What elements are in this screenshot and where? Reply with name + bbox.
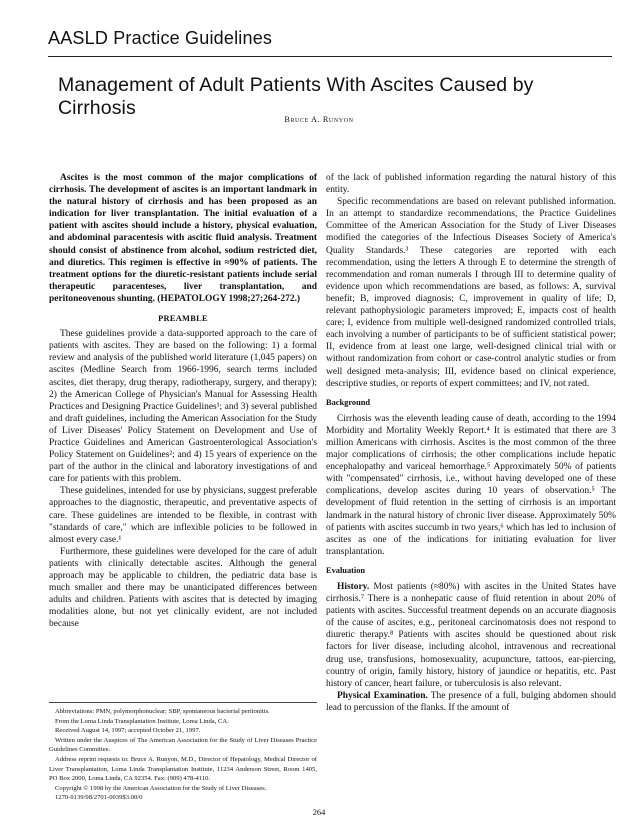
background-paragraph: Cirrhosis was the eleventh leading cause of death, according to the 1994 Morbidity and Mortality Weekly Report.⁴ It is estimated that there are 3 million Americans with cirrhosis. Ascites is the most common of the three major complications of cirrhosis; the other complications include hepatic encephalopathy and variceal hemorrhage.⁵ Approximately 50% of patients with "compensated" cirrhosis, i.e., without having developed one of these complications, develop ascites during 10 years of observation.⁵ The development of fluid retention in the setting of cirrhosis is an important landmark in the natural history of chronic liver disease. Approximately 50% of patients with ascites succumb in two years,⁶ which has led to inclusion of ascites as one of the indications for initiating evaluation for liver transplantation. bbox=[326, 413, 616, 557]
left-column bbox=[49, 172, 317, 630]
physical-exam-paragraph bbox=[326, 690, 616, 714]
journal-section-title: AASLD Practice Guidelines bbox=[48, 28, 273, 48]
footnote-auspices: Written under the Auspices of The American Association for the Study of Liver Diseases Practice Guidelines Committee. bbox=[49, 736, 317, 754]
footnotes bbox=[49, 702, 317, 803]
footnote-received: Received August 14, 1997; accepted October 21, 1997. bbox=[55, 727, 201, 735]
footnote-abbreviations: Abbreviations: PMN, polymorphonuclear; SBP, spontaneous bacterial peritonitis. bbox=[55, 708, 270, 715]
evaluation-heading: Evaluation bbox=[326, 565, 366, 575]
preamble-paragraph-3: Furthermore, these guidelines were developed for the care of adult patients with clinically detectable ascites. Although the general approach may be applicable to children, the pediatric data base is much smaller and there may be unanticipated differences between adults and children. Patients with ascites that is detected by imaging modalities alone, but not yet clinically evident, are not included because bbox=[49, 546, 317, 630]
page-number: 264 bbox=[312, 808, 326, 817]
footnote-issn: 1270-9139/98/2701-0039$3.00/0 bbox=[55, 794, 143, 802]
abstract: Ascites is the most common of the major complications of cirrhosis. The development of ascites is an important landmark in the natural history of cirrhosis and has been proposed as an indication for liver transplantation. The initial evaluation of a patient with ascites should include a history, physical evaluation, and abdominal paracentesis with ascitic fluid analysis. Treatment should consist of abstinence from alcohol, sodium restricted diet, and diuretics. This regimen is effective in ≈90% of patients. The treatment options for the diuretic-resistant patients include serial therapeutic paracenteses, liver transplantation, and peritoneovenous shunting. (HEPATOLOGY 1998;27;264-272.) bbox=[49, 173, 317, 304]
history-text: Most patients (≈80%) with ascites in the United States have cirrhosis.⁷ There is a nonhepatic cause of fluid retention in about 20% of patients with ascites. Successful treatment depends on an accurate diagnosis of the cause of ascites, e.g., peritoneal carcinomatosis does not respond to diuretic therapy.⁸ Patients with ascites should be questioned about risk factors for liver disease, including alcohol, intravenous and recreational drug use, transfusions, homosexuality, acupuncture, tattoos, ear-piercing, country of origin, family history, history of jaundice or hepatitis, etc. Past history of cancer, heart failure, or tuberculosis is also relevant. bbox=[326, 582, 617, 689]
article-title: Management of Adult Patients With Ascites Caused by Cirrhosis bbox=[58, 74, 534, 119]
footnote-affiliation: From the Loma Linda Transplantation Institute, Loma Linda, CA. bbox=[55, 717, 229, 725]
preamble-paragraph-1: These guidelines provide a data-supported approach to the care of patients with ascites. They are based on the following: 1) a formal review and analysis of the published world literature (1,045 papers) on ascites (Medline Search from 1966-1996, search terms included ascites, diet therapy, drug therapy, radiotherapy, surgery, and therapy); 2) the American College of Physician's Manual for Assessing Health Practices and Designing Practice Guidelines¹; and 3) several published and draft guidelines, including the American Association for the Study of Liver Diseases' Policy Statement on Development and Use of Practice Guidelines and American Gastroenterological Association's Policy Statement on Guidelines²; and 4) 15 years of experience on the part of the author in the clinical and laboratory investigations of and care for patients with this problem. bbox=[49, 329, 317, 485]
footnote-reprint-address: Address reprint requests to: Bruce A. Runyon, M.D., Director of Hepatology, Medical Director of Liver Transplantation, Loma Linda Transplantation Institute, 11234 Anderson Street, Room 1405, PO Box 2000, Loma Linda, CA 92354. Fax: (909) 478-4110. bbox=[49, 755, 317, 783]
footnote-copyright: Copyright © 1998 by the American Association for the Study of Liver Diseases. bbox=[55, 784, 267, 792]
history-label: History. bbox=[337, 582, 370, 592]
physical-exam-text: The presence of a full, bulging abdomen should lead to percussion of the flanks. If the amount of bbox=[326, 690, 616, 713]
recommendations-paragraph: Specific recommendations are based on relevant published information. In an attempt to standardize recommendations, the Practice Guidelines Committee of the American Association for the Study of Liver Diseases modified the categories of the Infectious Diseases Society of America's Quality Standards.³ These categories are reported with each recommendation, using the letters A through E to determine the strength of recommendation and roman numerals I through III to determine quality of evidence upon which recommendations are based, as follows: A, survival benefit; B, improved diagnosis; C, improvement in quality of life; D, relevant pathophysiologic parameters improved; E, impacts cost of health care; I, evidence from multiple well-designed randomized controlled trials, each involving a number of participants to be of sufficient statistical power; II, evidence from at least one large, well-designed clinical trial with or without randomization from cohort or case-control analytic studies or from well designed meta-analysis; III, evidence based on clinical experience, descriptive studies, or reports of expert committees; and IV, not rated. bbox=[326, 197, 616, 389]
preamble-paragraph-2: These guidelines, intended for use by physicians, suggest preferable approaches to the diagnostic, therapeutic, and preventative aspects of care. These guidelines are intended to be flexible, in contrast with "standards of care," which are inflexible policies to be followed in almost every case.¹ bbox=[49, 486, 317, 545]
history-paragraph bbox=[326, 581, 616, 690]
right-column bbox=[326, 172, 616, 714]
physical-exam-label: Physical Examination. bbox=[337, 690, 428, 701]
author-name: Bruce A. Runyon bbox=[284, 115, 354, 124]
header-rule bbox=[48, 56, 612, 57]
intro-continuation: of the lack of published information regarding the natural history of this entity. bbox=[326, 173, 616, 196]
background-heading: Background bbox=[326, 397, 371, 407]
preamble-heading: PREAMBLE bbox=[158, 314, 208, 324]
